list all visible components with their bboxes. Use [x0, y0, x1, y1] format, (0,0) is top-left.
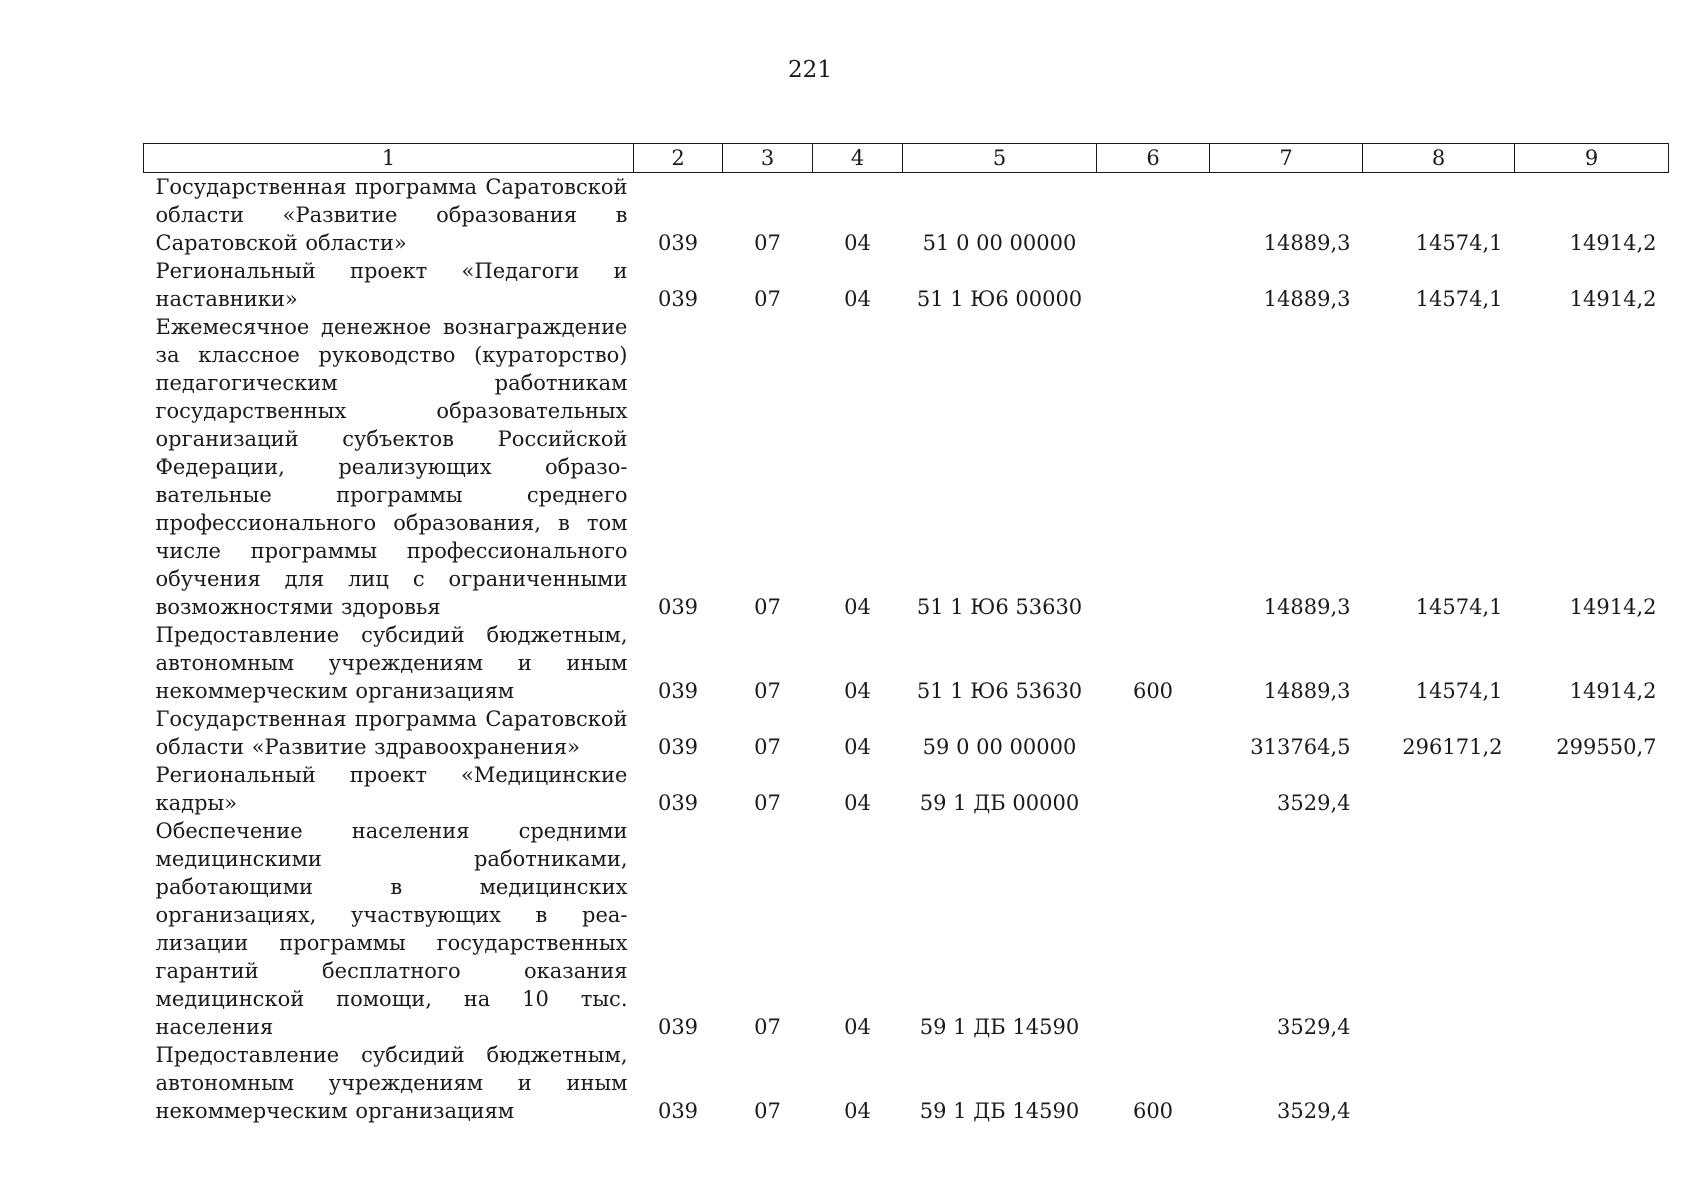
row-description: Государственная программа Саратовской области «Развитие образования в Саратовской области»	[155, 175, 628, 255]
cell-amount-col9	[1515, 1041, 1669, 1125]
cell-section: 07	[754, 595, 781, 619]
cell-amount-col7: 313764,5	[1250, 735, 1351, 759]
cell-expense-type	[1097, 817, 1210, 1041]
cell-amount-col7: 14889,3	[1263, 595, 1351, 619]
row-description: Региональный проект «Медицинские кадры»	[155, 763, 628, 815]
cell-amount-col7: 3529,4	[1277, 1099, 1351, 1123]
cell-expense-type	[1097, 761, 1210, 817]
cell-target-article: 51 1 Ю6 00000	[916, 287, 1083, 311]
cell-expense-type	[1097, 173, 1210, 258]
cell-expense-type: 600	[1132, 679, 1174, 703]
table-row	[144, 761, 1669, 817]
cell-section: 07	[754, 679, 781, 703]
cell-amount-col8	[1363, 1041, 1515, 1125]
cell-target-article: 59 1 ДБ 14590	[919, 1099, 1080, 1123]
cell-amount-col7: 3529,4	[1277, 1015, 1351, 1039]
cell-amount-col8: 14574,1	[1415, 679, 1503, 703]
column-header-6: 6	[1097, 144, 1210, 173]
cell-amount-col7: 3529,4	[1277, 791, 1351, 815]
cell-target-article: 51 1 Ю6 53630	[916, 679, 1083, 703]
row-description: Обеспечение населения средними медицинскими работниками, работающими в медицинских организациях, участвующих в реализации программы государственных гарантий бесплатного оказания медицинской помощи, на 10 тыс. населения	[155, 819, 628, 1039]
cell-amount-col9: 14914,2	[1569, 231, 1657, 255]
column-header-8: 8	[1363, 144, 1515, 173]
cell-amount-col9: 14914,2	[1569, 595, 1657, 619]
cell-ministry-code: 039	[657, 791, 699, 815]
budget-table	[143, 143, 1669, 1125]
cell-amount-col9: 14914,2	[1569, 287, 1657, 311]
cell-amount-col8: 14574,1	[1415, 231, 1503, 255]
cell-amount-col8	[1363, 761, 1515, 817]
row-description: Государственная программа Саратовской области «Развитие здравоохранения»	[155, 707, 628, 759]
row-description: Региональный проект «Педагоги и наставники»	[155, 259, 628, 311]
cell-ministry-code: 039	[657, 679, 699, 703]
cell-expense-type	[1097, 705, 1210, 761]
cell-subsection: 04	[844, 595, 871, 619]
table-row	[144, 173, 1669, 258]
table-header-row	[144, 144, 1669, 173]
cell-amount-col7: 14889,3	[1263, 679, 1351, 703]
cell-amount-col8: 296171,2	[1402, 735, 1503, 759]
row-description: Предоставление субсидий бюджетным, автономным учреждениям и иным некоммерческим организациям	[155, 1043, 628, 1123]
cell-amount-col9	[1515, 761, 1669, 817]
cell-amount-col7: 14889,3	[1263, 231, 1351, 255]
table-row	[144, 257, 1669, 313]
cell-target-article: 51 1 Ю6 53630	[916, 595, 1083, 619]
column-header-9: 9	[1515, 144, 1669, 173]
table-row	[144, 313, 1669, 621]
cell-ministry-code: 039	[657, 287, 699, 311]
cell-ministry-code: 039	[657, 231, 699, 255]
column-header-3: 3	[723, 144, 813, 173]
cell-amount-col8	[1363, 817, 1515, 1041]
cell-ministry-code: 039	[657, 735, 699, 759]
table-row	[144, 621, 1669, 705]
cell-section: 07	[754, 1015, 781, 1039]
column-header-5: 5	[903, 144, 1097, 173]
cell-target-article: 59 1 ДБ 14590	[919, 1015, 1080, 1039]
page-number: 221	[788, 57, 832, 83]
cell-target-article: 59 0 00 00000	[922, 735, 1077, 759]
row-description: Предоставление субсидий бюджетным, автономным учреждениям и иным некоммерческим организациям	[155, 623, 628, 703]
cell-expense-type: 600	[1132, 1099, 1174, 1123]
cell-ministry-code: 039	[657, 1099, 699, 1123]
table-row	[144, 705, 1669, 761]
table-row	[144, 817, 1669, 1041]
cell-section: 07	[754, 791, 781, 815]
cell-subsection: 04	[844, 1015, 871, 1039]
cell-subsection: 04	[844, 679, 871, 703]
cell-ministry-code: 039	[657, 595, 699, 619]
cell-expense-type	[1097, 257, 1210, 313]
cell-subsection: 04	[844, 735, 871, 759]
cell-subsection: 04	[844, 1099, 871, 1123]
cell-expense-type	[1097, 313, 1210, 621]
column-header-1: 1	[144, 144, 634, 173]
cell-target-article: 59 1 ДБ 00000	[919, 791, 1080, 815]
row-description: Ежемесячное денежное вознаграждение за классное руководство (кураторство) педагогическим работникам государственных образовательных организаций субъектов Российской Федерации, реализующих образовательные программы среднего профессионального образования, в том числе программы профессионального обучения для лиц с ограниченными возможностями здоровья	[155, 315, 628, 619]
cell-amount-col9	[1515, 817, 1669, 1041]
cell-section: 07	[754, 735, 781, 759]
cell-amount-col9: 14914,2	[1569, 679, 1657, 703]
cell-section: 07	[754, 287, 781, 311]
cell-subsection: 04	[844, 287, 871, 311]
cell-amount-col8: 14574,1	[1415, 287, 1503, 311]
column-header-7: 7	[1210, 144, 1363, 173]
cell-section: 07	[754, 231, 781, 255]
cell-subsection: 04	[844, 791, 871, 815]
column-header-4: 4	[813, 144, 903, 173]
cell-ministry-code: 039	[657, 1015, 699, 1039]
cell-subsection: 04	[844, 231, 871, 255]
cell-amount-col7: 14889,3	[1263, 287, 1351, 311]
cell-section: 07	[754, 1099, 781, 1123]
column-header-2: 2	[634, 144, 723, 173]
cell-amount-col9: 299550,7	[1556, 735, 1657, 759]
cell-amount-col8: 14574,1	[1415, 595, 1503, 619]
table-row	[144, 1041, 1669, 1125]
cell-target-article: 51 0 00 00000	[922, 231, 1077, 255]
